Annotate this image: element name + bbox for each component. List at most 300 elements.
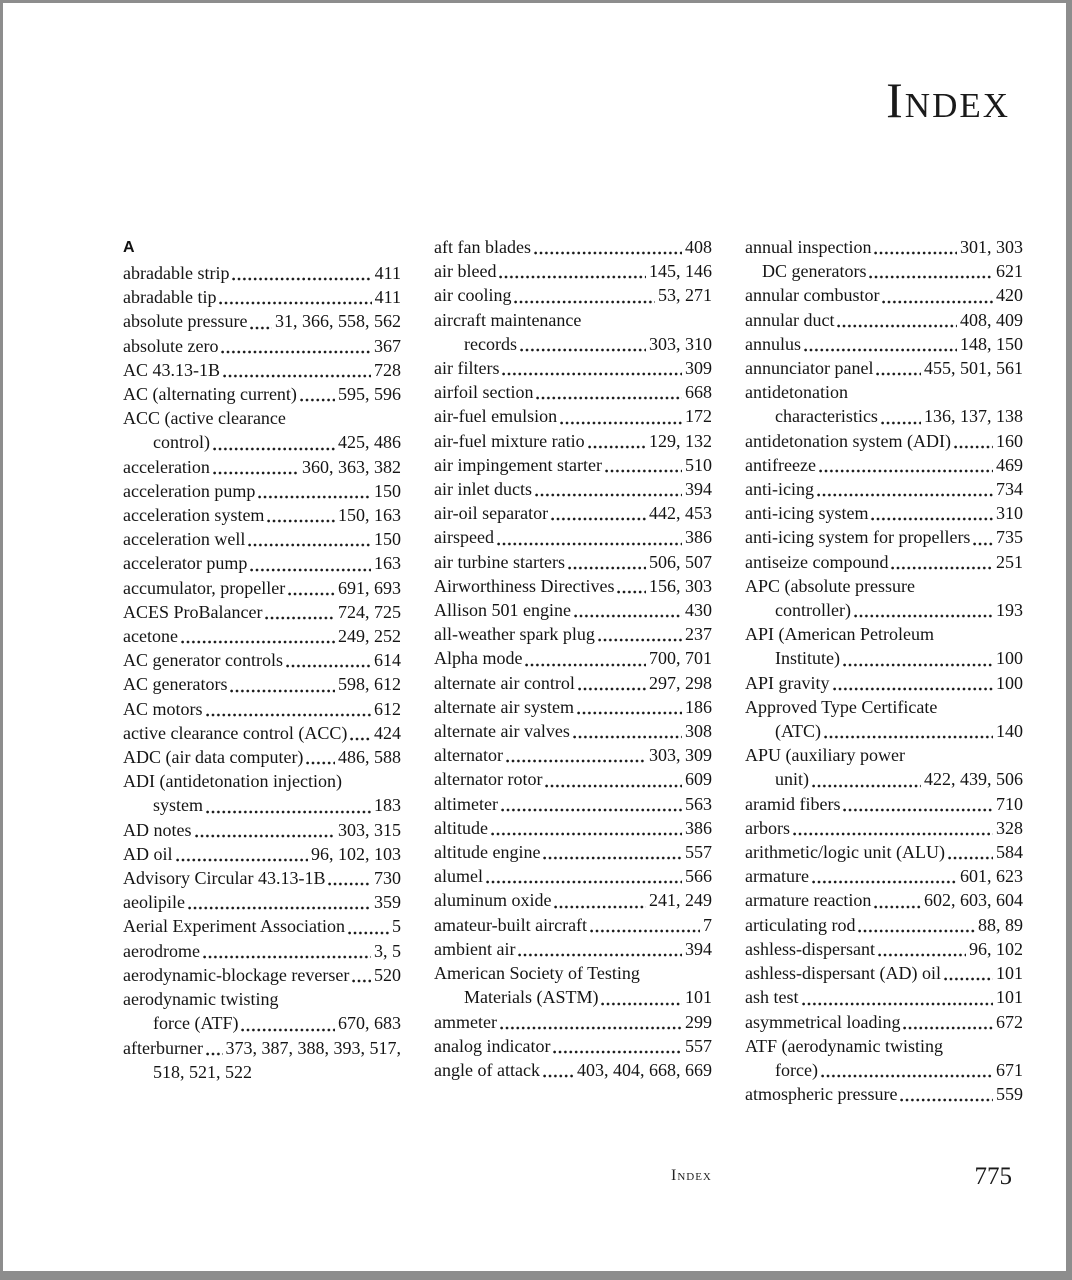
index-entry	[123, 600, 401, 624]
entry-term: armature	[745, 866, 809, 887]
entry-row	[123, 309, 401, 333]
entry-row	[434, 767, 712, 791]
entry-pages: 408, 409	[960, 309, 1023, 330]
entry-row	[123, 793, 401, 817]
entry-row	[434, 235, 712, 259]
entry-pages: 730	[374, 868, 401, 889]
index-entry	[434, 501, 712, 525]
entry-term-line1: aerodynamic twisting	[123, 989, 279, 1010]
entry-row	[434, 792, 712, 816]
entry-row	[434, 1058, 712, 1082]
entry-term: altitude	[434, 817, 488, 838]
entry-pages: 183	[374, 795, 401, 816]
index-entry	[434, 550, 712, 574]
entry-term: accelerator pump	[123, 553, 248, 574]
entry-pages: 455, 501, 561	[924, 358, 1023, 379]
entry-row	[745, 1082, 1023, 1106]
entry-pages: 430	[685, 600, 712, 621]
dot-leader	[300, 398, 335, 402]
index-entry	[745, 259, 1023, 283]
entry-pages: 734	[996, 479, 1023, 500]
entry-pages: 145, 146	[649, 261, 712, 282]
entry-term-line1: APC (absolute pressure	[745, 575, 915, 596]
entry-term: Alpha mode	[434, 648, 523, 669]
dot-leader	[605, 469, 682, 473]
entry-pages: 163	[374, 553, 401, 574]
entry-pages: 100	[996, 672, 1023, 693]
dot-leader	[213, 471, 299, 475]
page-title: Index	[886, 72, 1010, 128]
entry-pages: 424	[374, 722, 401, 743]
index-entry	[434, 937, 712, 961]
index-entry	[434, 695, 712, 719]
index-entry	[434, 429, 712, 453]
entry-term: unit)	[775, 769, 809, 790]
index-entry	[123, 721, 401, 745]
entry-pages: 5	[392, 916, 401, 937]
entry-row	[434, 380, 712, 404]
dot-leader	[241, 1028, 335, 1032]
entry-row	[745, 477, 1023, 501]
entry-pages: 612	[374, 698, 401, 719]
entry-term-line1: ATF (aerodynamic twisting	[745, 1035, 943, 1056]
index-entry	[745, 1082, 1023, 1106]
entry-pages: 101	[996, 987, 1023, 1008]
index-entry	[434, 840, 712, 864]
entry-term: ADC (air data computer)	[123, 747, 304, 768]
entry-pages: 469	[996, 454, 1023, 475]
dot-leader	[874, 251, 957, 255]
entry-row	[745, 719, 1023, 743]
index-entry	[123, 914, 401, 938]
entry-row	[745, 501, 1023, 525]
entry-pages: 88, 89	[978, 914, 1023, 935]
entry-term: aluminum oxide	[434, 890, 552, 911]
dot-leader	[577, 711, 682, 715]
index-entry	[434, 477, 712, 501]
entry-term: alternator	[434, 745, 503, 766]
entry-term-line1: antidetonation	[745, 382, 848, 403]
entry-row	[745, 404, 1023, 428]
dot-leader	[601, 1002, 682, 1006]
index-entry	[434, 356, 712, 380]
entry-row	[123, 866, 401, 890]
entry-pages: 609	[685, 769, 712, 790]
entry-row	[434, 888, 712, 912]
entry-term: alternate air control	[434, 672, 575, 693]
entry-row	[745, 259, 1023, 283]
dot-leader	[854, 614, 993, 618]
entry-row	[434, 429, 712, 453]
dot-leader	[568, 566, 646, 570]
entry-pages: 486, 588	[338, 747, 401, 768]
dot-leader	[881, 421, 921, 425]
entry-pages: 31, 366, 558, 562	[275, 311, 401, 332]
index-entry	[123, 890, 401, 914]
dot-leader	[819, 469, 993, 473]
index-entry	[123, 479, 401, 503]
entry-pages: 156, 303	[649, 575, 712, 596]
dot-leader	[843, 808, 993, 812]
dot-leader	[903, 1026, 993, 1030]
dot-leader	[534, 251, 682, 255]
entry-pages: 150	[374, 480, 401, 501]
entry-term: altimeter	[434, 793, 498, 814]
entry-pages: 563	[685, 793, 712, 814]
entry-term: acetone	[123, 626, 178, 647]
entry-pages: 557	[685, 1035, 712, 1056]
entry-term: AD oil	[123, 843, 173, 864]
dot-leader	[598, 638, 682, 642]
entry-pages: 584	[996, 842, 1023, 863]
dot-leader	[213, 447, 335, 451]
entry-row	[123, 358, 401, 382]
index-entry	[745, 429, 1023, 453]
index-entry	[434, 646, 712, 670]
entry-row	[434, 501, 712, 525]
dot-leader	[590, 929, 700, 933]
entry-pages: 373, 387, 388, 393, 517,	[225, 1037, 401, 1058]
entry-term: air inlet ducts	[434, 479, 532, 500]
index-entry	[123, 285, 401, 309]
dot-leader	[350, 737, 371, 741]
entry-row	[434, 477, 712, 501]
entry-term: DC generators	[762, 261, 867, 282]
index-entry	[123, 648, 401, 672]
dot-leader	[824, 735, 993, 739]
dot-leader	[535, 493, 682, 497]
dot-leader	[878, 953, 966, 957]
entry-row	[434, 719, 712, 743]
entry-term-line1: ACC (active clearance	[123, 408, 286, 429]
entry-pages: 3, 5	[374, 940, 401, 961]
dot-leader	[497, 542, 682, 546]
index-entry	[434, 864, 712, 888]
entry-term: Airworthiness Directives	[434, 575, 615, 596]
entry-term-line1: APU (auxiliary power	[745, 745, 905, 766]
entry-pages: 309	[685, 358, 712, 379]
entry-term: characteristics	[775, 406, 878, 427]
entry-term: anti-icing	[745, 479, 814, 500]
entry-pages: 241, 249	[649, 890, 712, 911]
entry-term: aerodynamic-blockage reverser	[123, 964, 350, 985]
index-entry	[123, 455, 401, 479]
entry-term: absolute pressure	[123, 311, 248, 332]
dot-leader	[871, 517, 993, 521]
dot-leader	[876, 372, 921, 376]
index-entry	[434, 380, 712, 404]
entry-row	[434, 283, 712, 307]
entry-term: air-fuel emulsion	[434, 406, 558, 427]
dot-leader	[802, 1002, 994, 1006]
entry-term: AD notes	[123, 819, 192, 840]
dot-leader	[520, 348, 646, 352]
entry-pages: 672	[996, 1011, 1023, 1032]
entry-row	[123, 600, 401, 624]
entry-row	[434, 598, 712, 622]
entry-pages: 408	[685, 237, 712, 257]
dot-leader	[833, 687, 994, 691]
entry-row	[434, 816, 712, 840]
entry-row	[434, 622, 712, 646]
entry-term: ashless-dispersant (AD) oil	[745, 963, 941, 984]
dot-leader	[578, 687, 646, 691]
dot-leader	[817, 493, 993, 497]
dot-leader	[543, 1074, 574, 1078]
entry-term: anti-icing system for propellers	[745, 527, 971, 548]
entry-pages: 186	[685, 696, 712, 717]
index-entry	[745, 332, 1023, 356]
entry-pages: 602, 603, 604	[924, 890, 1023, 911]
index-entry	[745, 308, 1023, 332]
index-entry	[745, 283, 1023, 307]
entry-pages: 328	[996, 817, 1023, 838]
dot-leader	[223, 374, 371, 378]
entry-term: articulating rod	[745, 914, 856, 935]
footer-running-head: Index	[671, 1167, 712, 1184]
index-entry	[123, 624, 401, 648]
entry-row	[123, 503, 401, 527]
dot-leader	[219, 301, 371, 305]
dot-leader	[588, 445, 646, 449]
entry-row	[745, 671, 1023, 695]
entry-term: Institute)	[775, 648, 840, 669]
entry-term: amateur-built aircraft	[434, 914, 588, 935]
entry-pages: 595, 596	[338, 384, 401, 405]
index-entry	[123, 987, 401, 1035]
entry-pages: 710	[996, 793, 1023, 814]
entry-row	[123, 285, 401, 309]
entry-row	[745, 840, 1023, 864]
entry-row	[745, 792, 1023, 816]
entry-pages: 671	[996, 1059, 1023, 1080]
index-entry	[745, 525, 1023, 549]
dot-leader	[267, 519, 335, 523]
dot-leader	[954, 445, 993, 449]
entry-pages: 308	[685, 721, 712, 742]
entry-row	[745, 767, 1023, 791]
entry-pages: 140	[996, 721, 1023, 742]
dot-leader	[944, 977, 993, 981]
index-entry	[745, 792, 1023, 816]
entry-pages: 367	[374, 335, 401, 356]
entry-term: AC (alternating current)	[123, 384, 297, 405]
entry-row	[745, 646, 1023, 670]
entry-row	[745, 1058, 1023, 1082]
dot-leader	[181, 640, 335, 644]
entry-term: air turbine starters	[434, 551, 565, 572]
dot-leader	[812, 784, 921, 788]
entry-row	[434, 695, 712, 719]
dot-leader	[554, 905, 646, 909]
entry-pages: 510	[685, 454, 712, 475]
entry-pages: 614	[374, 650, 401, 671]
entry-term: Aerial Experiment Association	[123, 916, 345, 937]
entry-pages: 251	[996, 551, 1023, 572]
dot-leader	[248, 543, 371, 547]
entry-term: angle of attack	[434, 1059, 540, 1080]
index-entry	[434, 283, 712, 307]
entry-pages: 96, 102	[969, 938, 1023, 959]
entry-row	[745, 332, 1023, 356]
index-entry	[123, 939, 401, 963]
entry-pages: 101	[685, 987, 712, 1008]
entry-pages: 297, 298	[649, 672, 712, 693]
index-entry	[434, 671, 712, 695]
entry-term: arithmetic/logic unit (ALU)	[745, 842, 945, 863]
entry-row	[123, 261, 401, 285]
dot-leader	[221, 350, 371, 354]
entry-term-line1: Approved Type Certificate	[745, 696, 938, 717]
entry-pages: 249, 252	[338, 626, 401, 647]
index-entry	[745, 574, 1023, 622]
index-entry	[434, 792, 712, 816]
dot-leader	[858, 929, 975, 933]
index-entry	[123, 527, 401, 551]
entry-pages: 360, 363, 382	[302, 456, 401, 477]
entry-row	[123, 624, 401, 648]
entry-term: force (ATF)	[153, 1013, 239, 1034]
entry-row	[123, 648, 401, 672]
footer-page-number: 775	[974, 1163, 1012, 1190]
entry-term-line1: aircraft maintenance	[434, 309, 582, 330]
entry-row	[434, 550, 712, 574]
entry-row	[745, 550, 1023, 574]
entry-row	[123, 842, 401, 866]
entry-term: afterburner	[123, 1037, 203, 1058]
entry-term-line1: American Society of Testing	[434, 963, 640, 984]
index-entry	[434, 404, 712, 428]
entry-row	[123, 1011, 401, 1035]
index-entry	[745, 1034, 1023, 1082]
entry-row	[123, 576, 401, 600]
entry-term: aft fan blades	[434, 237, 531, 257]
entry-pages: 299	[685, 1011, 712, 1032]
entry-term: antidetonation system (ADI)	[745, 430, 951, 451]
entry-row	[123, 697, 401, 721]
entry-pages: 442, 453	[649, 503, 712, 524]
entry-row	[745, 864, 1023, 888]
entry-term: air bleed	[434, 261, 497, 282]
index-entry	[745, 961, 1023, 985]
index-entry	[123, 672, 401, 696]
entry-row	[745, 235, 1023, 259]
entry-row	[745, 961, 1023, 985]
index-entry	[123, 697, 401, 721]
entry-pages-continuation: 518, 521, 522	[153, 1061, 252, 1082]
entry-pages: 411	[374, 287, 401, 308]
entry-pages: 303, 309	[649, 745, 712, 766]
index-entry	[123, 1036, 401, 1084]
entry-row	[745, 453, 1023, 477]
dot-leader	[545, 784, 682, 788]
index-entry	[434, 888, 712, 912]
dot-leader	[514, 300, 655, 304]
dot-leader	[250, 326, 272, 330]
entry-row	[434, 356, 712, 380]
entry-row	[123, 745, 401, 769]
dot-leader	[973, 542, 993, 546]
entry-pages: 724, 725	[338, 601, 401, 622]
entry-row	[434, 913, 712, 937]
entry-row	[123, 721, 401, 745]
entry-term-line1: API (American Petroleum	[745, 624, 934, 645]
entry-row	[123, 672, 401, 696]
index-entry	[434, 719, 712, 743]
index-entry	[745, 550, 1023, 574]
dot-leader	[265, 616, 335, 620]
dot-leader	[948, 856, 993, 860]
entry-pages: 193	[996, 600, 1023, 621]
dot-leader	[288, 592, 335, 596]
entry-term: controller)	[775, 600, 851, 621]
entry-term: annunciator panel	[745, 358, 874, 379]
entry-pages: 420	[996, 285, 1023, 306]
index-entry	[123, 745, 401, 769]
entry-row	[123, 963, 401, 987]
dot-leader	[804, 348, 957, 352]
entry-term: anti-icing system	[745, 503, 869, 524]
entry-pages: 735	[996, 527, 1023, 548]
entry-pages: 411	[374, 263, 401, 283]
entry-term: AC 43.13-1B	[123, 359, 221, 380]
dot-leader	[891, 566, 993, 570]
entry-term: alternator rotor	[434, 769, 543, 790]
entry-term: alternate air valves	[434, 721, 570, 742]
entry-term: altitude engine	[434, 842, 541, 863]
dot-leader	[328, 882, 371, 886]
dot-leader	[195, 834, 336, 838]
index-entry	[745, 864, 1023, 888]
entry-term: air impingement starter	[434, 454, 602, 475]
entry-pages: 425, 486	[338, 432, 401, 453]
entry-term: asymmetrical loading	[745, 1011, 901, 1032]
index-entry	[745, 840, 1023, 864]
dot-leader	[203, 955, 371, 959]
entry-row	[434, 646, 712, 670]
entry-term: (ATC)	[775, 721, 821, 742]
entry-pages: 136, 137, 138	[924, 406, 1023, 427]
entry-pages: 359	[374, 892, 401, 913]
entry-term: all-weather spark plug	[434, 624, 595, 645]
dot-leader	[206, 713, 371, 717]
entry-term: control)	[153, 432, 210, 453]
entry-row	[745, 356, 1023, 380]
dot-leader	[573, 735, 682, 739]
index-columns	[123, 235, 1023, 1106]
index-column-3	[745, 235, 1023, 1106]
entry-row	[434, 525, 712, 549]
index-entry	[434, 1034, 712, 1058]
entry-term: alumel	[434, 866, 483, 887]
entry-row	[434, 985, 712, 1009]
entry-pages: 160	[996, 430, 1023, 451]
entry-pages: 559	[996, 1084, 1023, 1105]
entry-term: arbors	[745, 817, 790, 838]
entry-row	[123, 455, 401, 479]
entry-term: annular duct	[745, 309, 835, 330]
section-heading: A	[123, 239, 135, 256]
dot-leader	[258, 495, 371, 499]
entry-row	[745, 937, 1023, 961]
index-entry	[123, 334, 401, 358]
dot-leader	[543, 856, 682, 860]
dot-leader	[574, 614, 682, 618]
entry-term-line1: ADI (antidetonation injection)	[123, 771, 342, 792]
index-entry	[434, 622, 712, 646]
index-entry	[123, 963, 401, 987]
index-entry	[434, 453, 712, 477]
